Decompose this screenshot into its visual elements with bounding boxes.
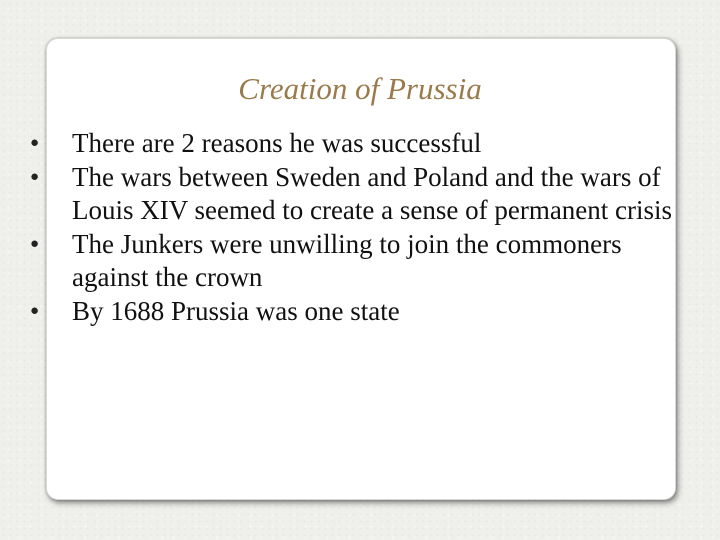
- bullet-item: [0, 228, 700, 295]
- bullet-text: The wars between Sweden and Poland and the wars of Louis XIV seemed to create a sense of permanent crisis: [72, 161, 673, 225]
- bullet-dot-icon: ●: [30, 302, 40, 319]
- bullet-dot-icon: ●: [30, 168, 40, 185]
- slide-title: Creation of Prussia: [238, 71, 482, 106]
- bullet-item: [0, 161, 700, 228]
- bullet-item: [0, 127, 700, 161]
- bullet-dot-icon: ●: [30, 235, 40, 252]
- bullet-text: By 1688 Prussia was one state: [72, 295, 400, 326]
- bullet-text: There are 2 reasons he was successful: [72, 128, 482, 158]
- bullet-list: [0, 127, 700, 328]
- bullet-item: [0, 295, 700, 329]
- bullet-dot-icon: ●: [30, 135, 40, 151]
- bullet-text: The Junkers were unwilling to join the commoners against the crown: [72, 228, 622, 292]
